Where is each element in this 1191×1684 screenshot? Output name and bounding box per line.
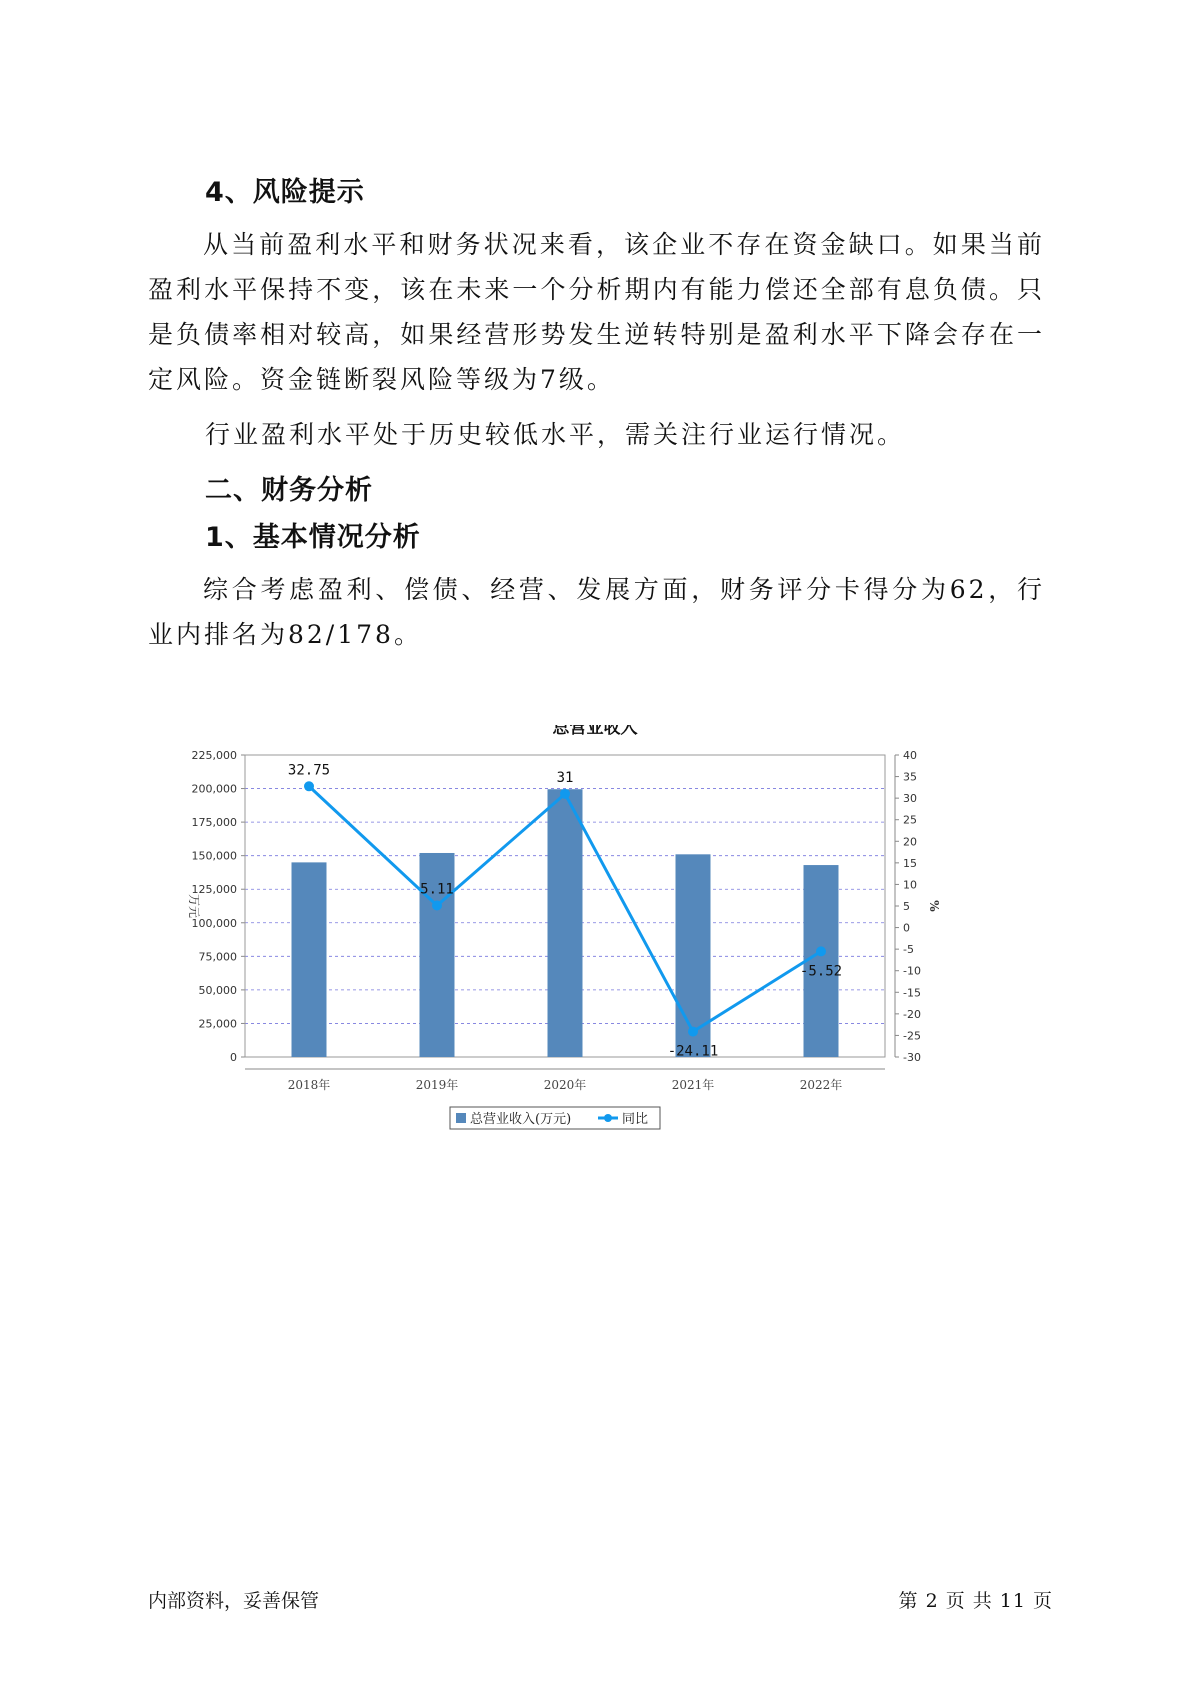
y-left-tick-label: 75,000 [198, 950, 237, 964]
y-left-tick-label: 0 [230, 1051, 237, 1064]
footer-page-number: 第 2 页 共 11 页 [898, 1590, 1053, 1612]
y-right-tick-label: -5 [903, 943, 914, 957]
chart-plot-group [187, 749, 941, 1129]
risk-paragraph: 从当前盈利水平和财务状况来看，该企业不存在资金缺口。如果当前盈利水平保持不变，该在未来一个分析期内有能力偿还全部有息负债。只是负债率相对较高，如果经营形势发生逆转特别是盈利水平下降会存在一定风险。资金链断裂风险等级为7级。 [148, 230, 1045, 394]
y-right-tick-label: 15 [903, 856, 917, 870]
yoy-data-label: -5.52 [799, 963, 843, 980]
section-heading-finance: 二、财务分析 [205, 475, 373, 506]
y-right-tick-label: -15 [903, 986, 921, 1000]
yoy-data-label: 5.11 [420, 881, 454, 898]
x-tick-label: 2021年 [671, 1078, 715, 1092]
y-right-tick-label: 30 [903, 792, 917, 806]
y-left-tick-label: 100,000 [191, 916, 237, 930]
industry-paragraph: 行业盈利水平处于历史较低水平，需关注行业运行情况。 [205, 420, 906, 449]
revenue-chart-svg [180, 725, 980, 1195]
y-right-tick-label: 35 [903, 770, 917, 784]
yoy-point [816, 946, 826, 956]
y-left-tick-label: 25,000 [198, 1017, 237, 1031]
y-right-tick-label: 40 [903, 749, 917, 762]
revenue-bar [804, 865, 839, 1057]
legend-bar-label: 总营业收入(万元) [470, 1112, 572, 1127]
y-right-tick-label: 25 [903, 813, 917, 827]
y-right-tick-label: -30 [903, 1051, 921, 1064]
y-left-tick-label: 200,000 [191, 782, 237, 796]
revenue-bar [548, 789, 583, 1057]
y-left-tick-label: 150,000 [191, 849, 237, 863]
y-left-tick-label: 50,000 [198, 983, 237, 997]
revenue-chart [180, 725, 980, 1195]
revenue-bar [292, 862, 327, 1057]
y-right-tick-label: -25 [903, 1029, 921, 1043]
x-tick-label: 2019年 [415, 1078, 459, 1092]
y-left-tick-label: 175,000 [191, 816, 237, 830]
legend-line-marker [604, 1114, 612, 1122]
y-right-tick-label: -20 [903, 1007, 921, 1021]
y-right-axis-label: % [927, 900, 941, 912]
y-right-tick-label: 20 [903, 835, 917, 849]
yoy-point [688, 1027, 698, 1037]
yoy-point [432, 901, 442, 911]
section-heading-risk: 4、风险提示 [205, 177, 365, 208]
x-tick-label: 2022年 [799, 1078, 843, 1092]
legend-bar-swatch [456, 1113, 466, 1123]
y-right-tick-label: -10 [903, 964, 921, 978]
legend-line-label: 同比 [622, 1112, 649, 1127]
y-right-tick-label: 10 [903, 878, 917, 892]
chart-title: 总营业收入 [552, 725, 638, 738]
yoy-data-label: 31 [556, 769, 574, 786]
score-paragraph: 综合考虑盈利、偿债、经营、发展方面，财务评分卡得分为62，行业内排名为82/178。 [148, 575, 1045, 649]
y-right-tick-label: 5 [903, 900, 910, 913]
yoy-point [560, 789, 570, 799]
yoy-point [304, 781, 314, 791]
y-right-tick-label: 0 [903, 921, 910, 935]
yoy-data-label: -24.11 [667, 1043, 719, 1060]
y-left-tick-label: 125,000 [191, 883, 237, 897]
y-left-axis-label: 万元 [187, 893, 201, 919]
footer-confidential: 内部资料，妥善保管 [148, 1590, 320, 1612]
y-left-tick-label: 225,000 [191, 749, 237, 762]
subsection-heading-basic: 1、基本情况分析 [205, 522, 421, 553]
x-tick-label: 2020年 [543, 1078, 587, 1092]
yoy-data-label: 32.75 [287, 762, 331, 779]
x-tick-label: 2018年 [287, 1078, 331, 1092]
